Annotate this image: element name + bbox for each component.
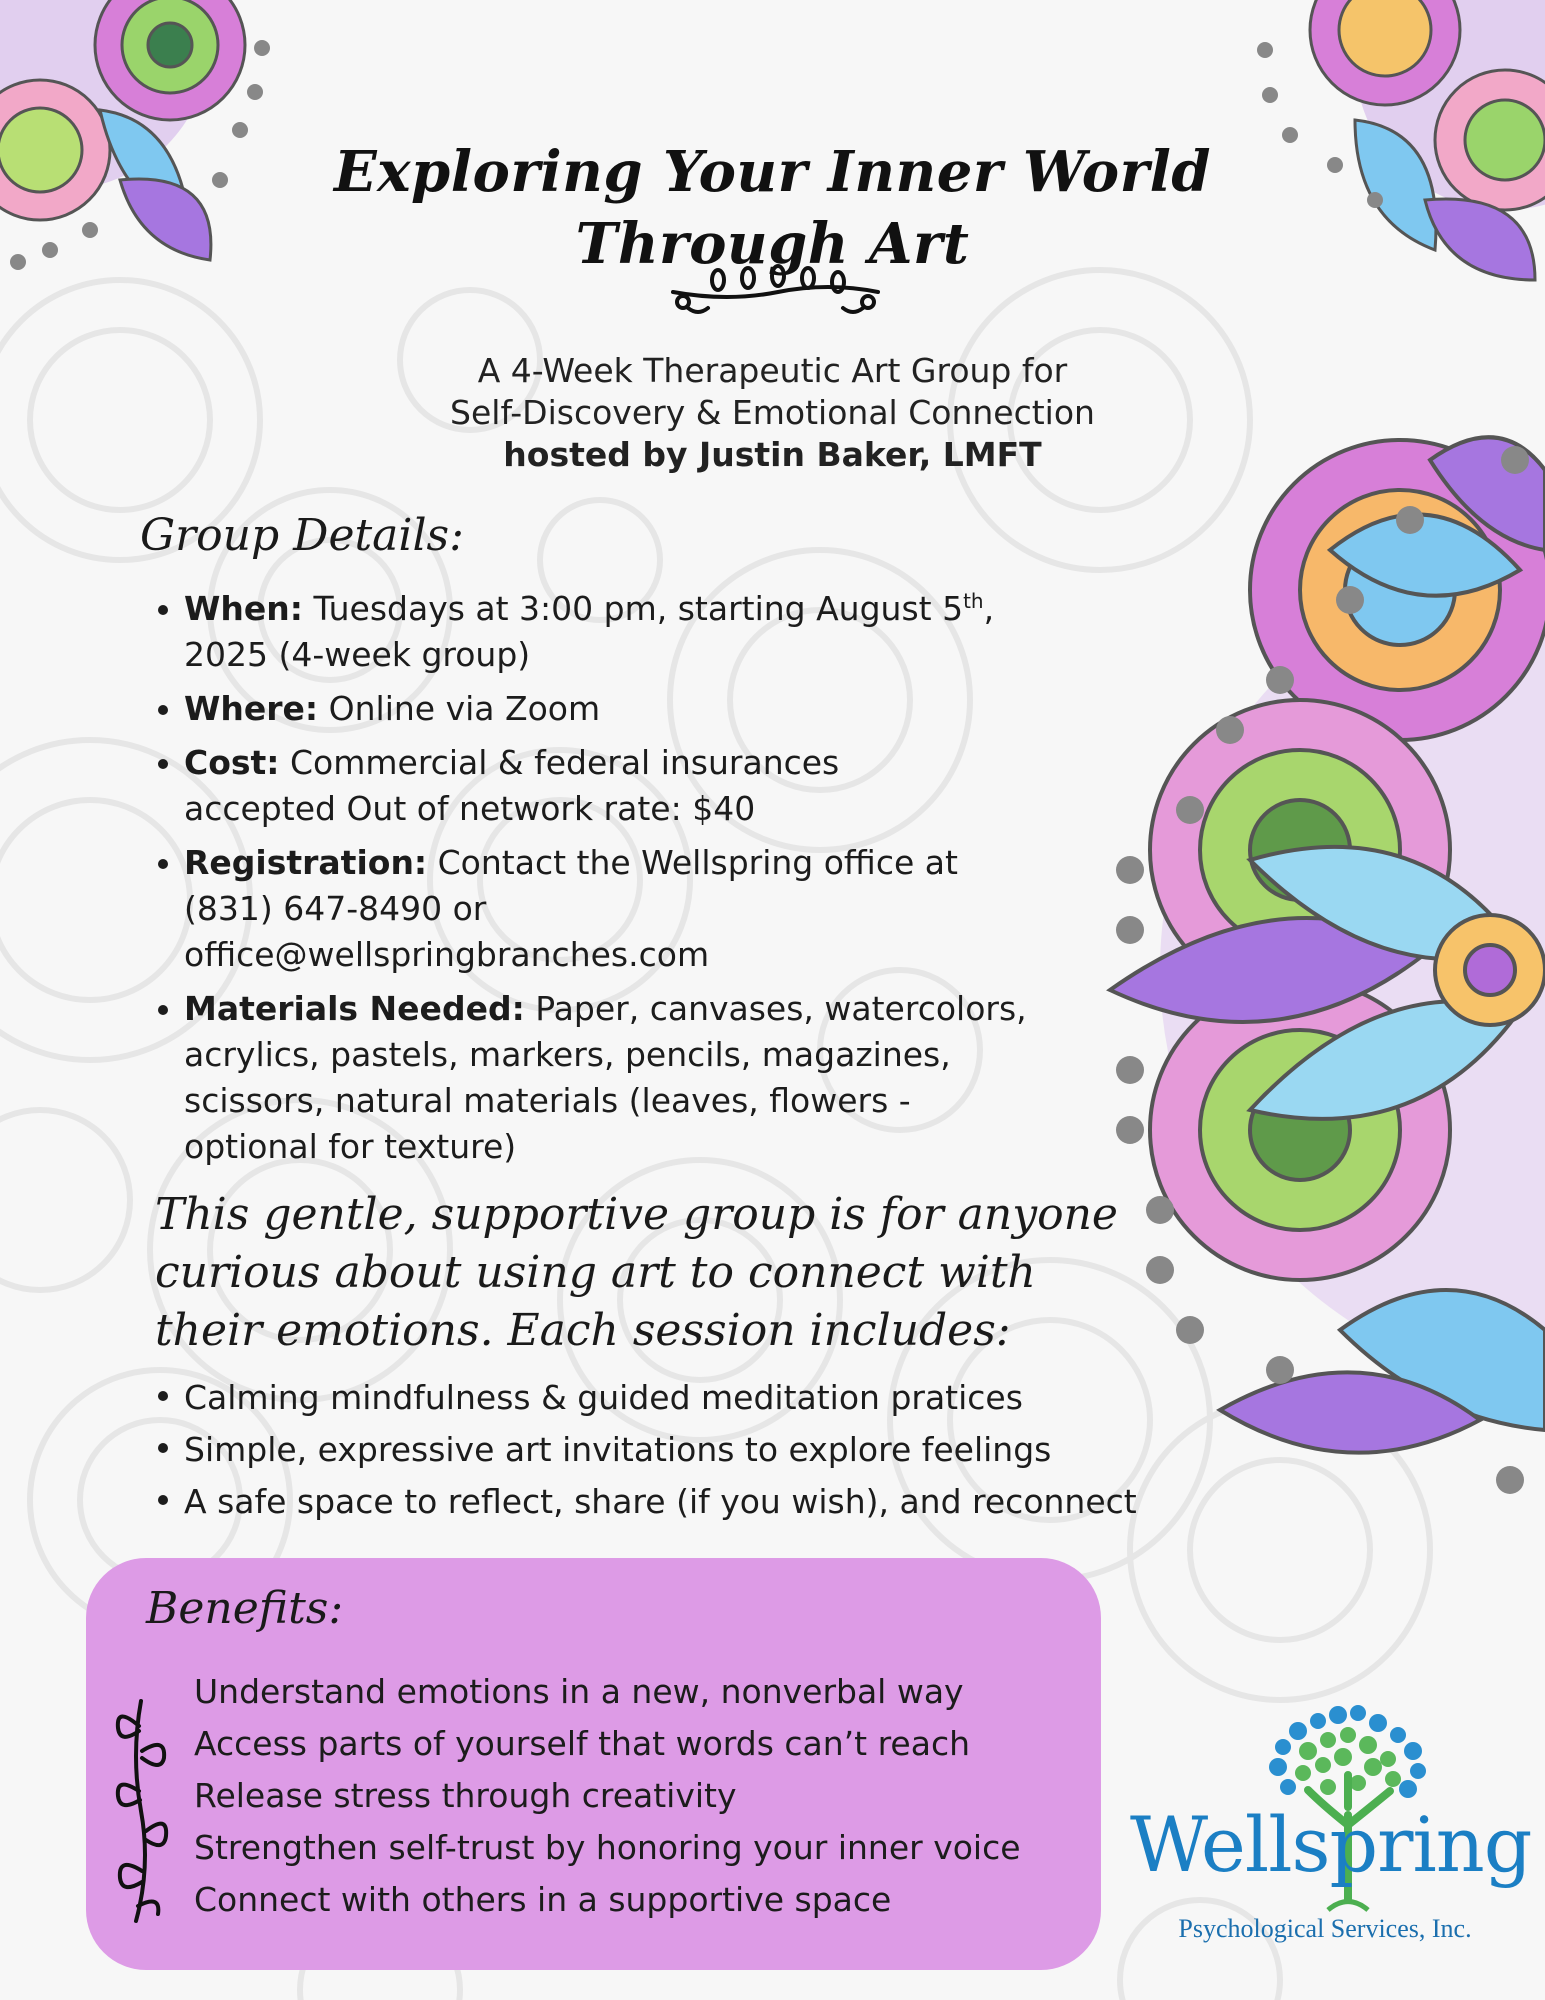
where-text: Online via Zoom — [328, 689, 601, 728]
benefit-item: Understand emotions in a new, nonverbal way — [194, 1672, 964, 1711]
intro-text: This gentle, supportive group is for anyone curious about using art to connect with their emotions. Each session includes: — [155, 1189, 1118, 1356]
detail-registration — [154, 840, 1014, 978]
when-label: When: — [184, 589, 303, 628]
where-label: Where: — [184, 689, 319, 728]
group-details-list — [154, 586, 1034, 1178]
when-text: Tuesdays at 3:00 pm, starting August 5 — [313, 589, 964, 628]
group-details-heading: Group Details: — [140, 510, 464, 561]
mandala-right-large-decoration — [1100, 430, 1545, 1510]
session-includes-list — [154, 1372, 1254, 1528]
detail-when — [154, 586, 1034, 678]
when-ordinal: th — [963, 589, 984, 613]
benefit-item: Strengthen self-trust by honoring your inner voice — [194, 1828, 1021, 1867]
detail-materials — [154, 986, 1034, 1170]
registration-text: Contact the Wellspring office at (831) 647-8490 or office@wellspringbranches.com — [184, 843, 958, 974]
logo-wordmark: Wellspring — [1130, 1800, 1532, 1889]
logo-tagline: Psychological Services, Inc. — [1178, 1914, 1472, 1943]
benefits-heading: Benefits: — [146, 1583, 344, 1634]
subtitle — [320, 350, 1225, 476]
vine-decoration-icon — [106, 1696, 176, 1926]
session-item: Calming mindfulness & guided meditation pratices — [154, 1372, 1254, 1424]
mandala-top-right-decoration — [1245, 0, 1545, 290]
subtitle-line-1: A 4-Week Therapeutic Art Group for — [477, 351, 1068, 390]
benefit-item: Release stress through creativity — [194, 1776, 737, 1815]
cost-text: Commercial & federal insurances accepted Out of network rate: $40 — [184, 743, 840, 828]
page-title: Exploring Your Inner World Through Art — [333, 138, 1212, 277]
mandala-top-left-decoration — [0, 0, 300, 280]
swirl-divider-icon — [668, 262, 883, 318]
host-line: hosted by Justin Baker, LMFT — [503, 435, 1042, 474]
materials-label: Materials Needed: — [184, 989, 525, 1028]
detail-where — [154, 686, 1034, 732]
subtitle-line-2: Self-Discovery & Emotional Connection — [450, 393, 1095, 432]
benefits-list — [194, 1666, 1114, 1926]
benefit-item: Access parts of yourself that words can’t reach — [194, 1724, 971, 1763]
when-text-year: , 2025 (4-week group) — [184, 589, 995, 674]
session-item: A safe space to reflect, share (if you wish), and reconnect — [154, 1476, 1254, 1528]
cost-label: Cost: — [184, 743, 280, 782]
session-item: Simple, expressive art invitations to explore feelings — [154, 1424, 1254, 1476]
detail-cost — [154, 740, 944, 832]
registration-label: Registration: — [184, 843, 428, 882]
benefit-item: Connect with others in a supportive space — [194, 1880, 892, 1919]
materials-text: Paper, canvases, watercolors, acrylics, pastels, markers, pencils, magazines, scissors, natural materials (leaves, flowers - optional for texture) — [184, 989, 1027, 1166]
